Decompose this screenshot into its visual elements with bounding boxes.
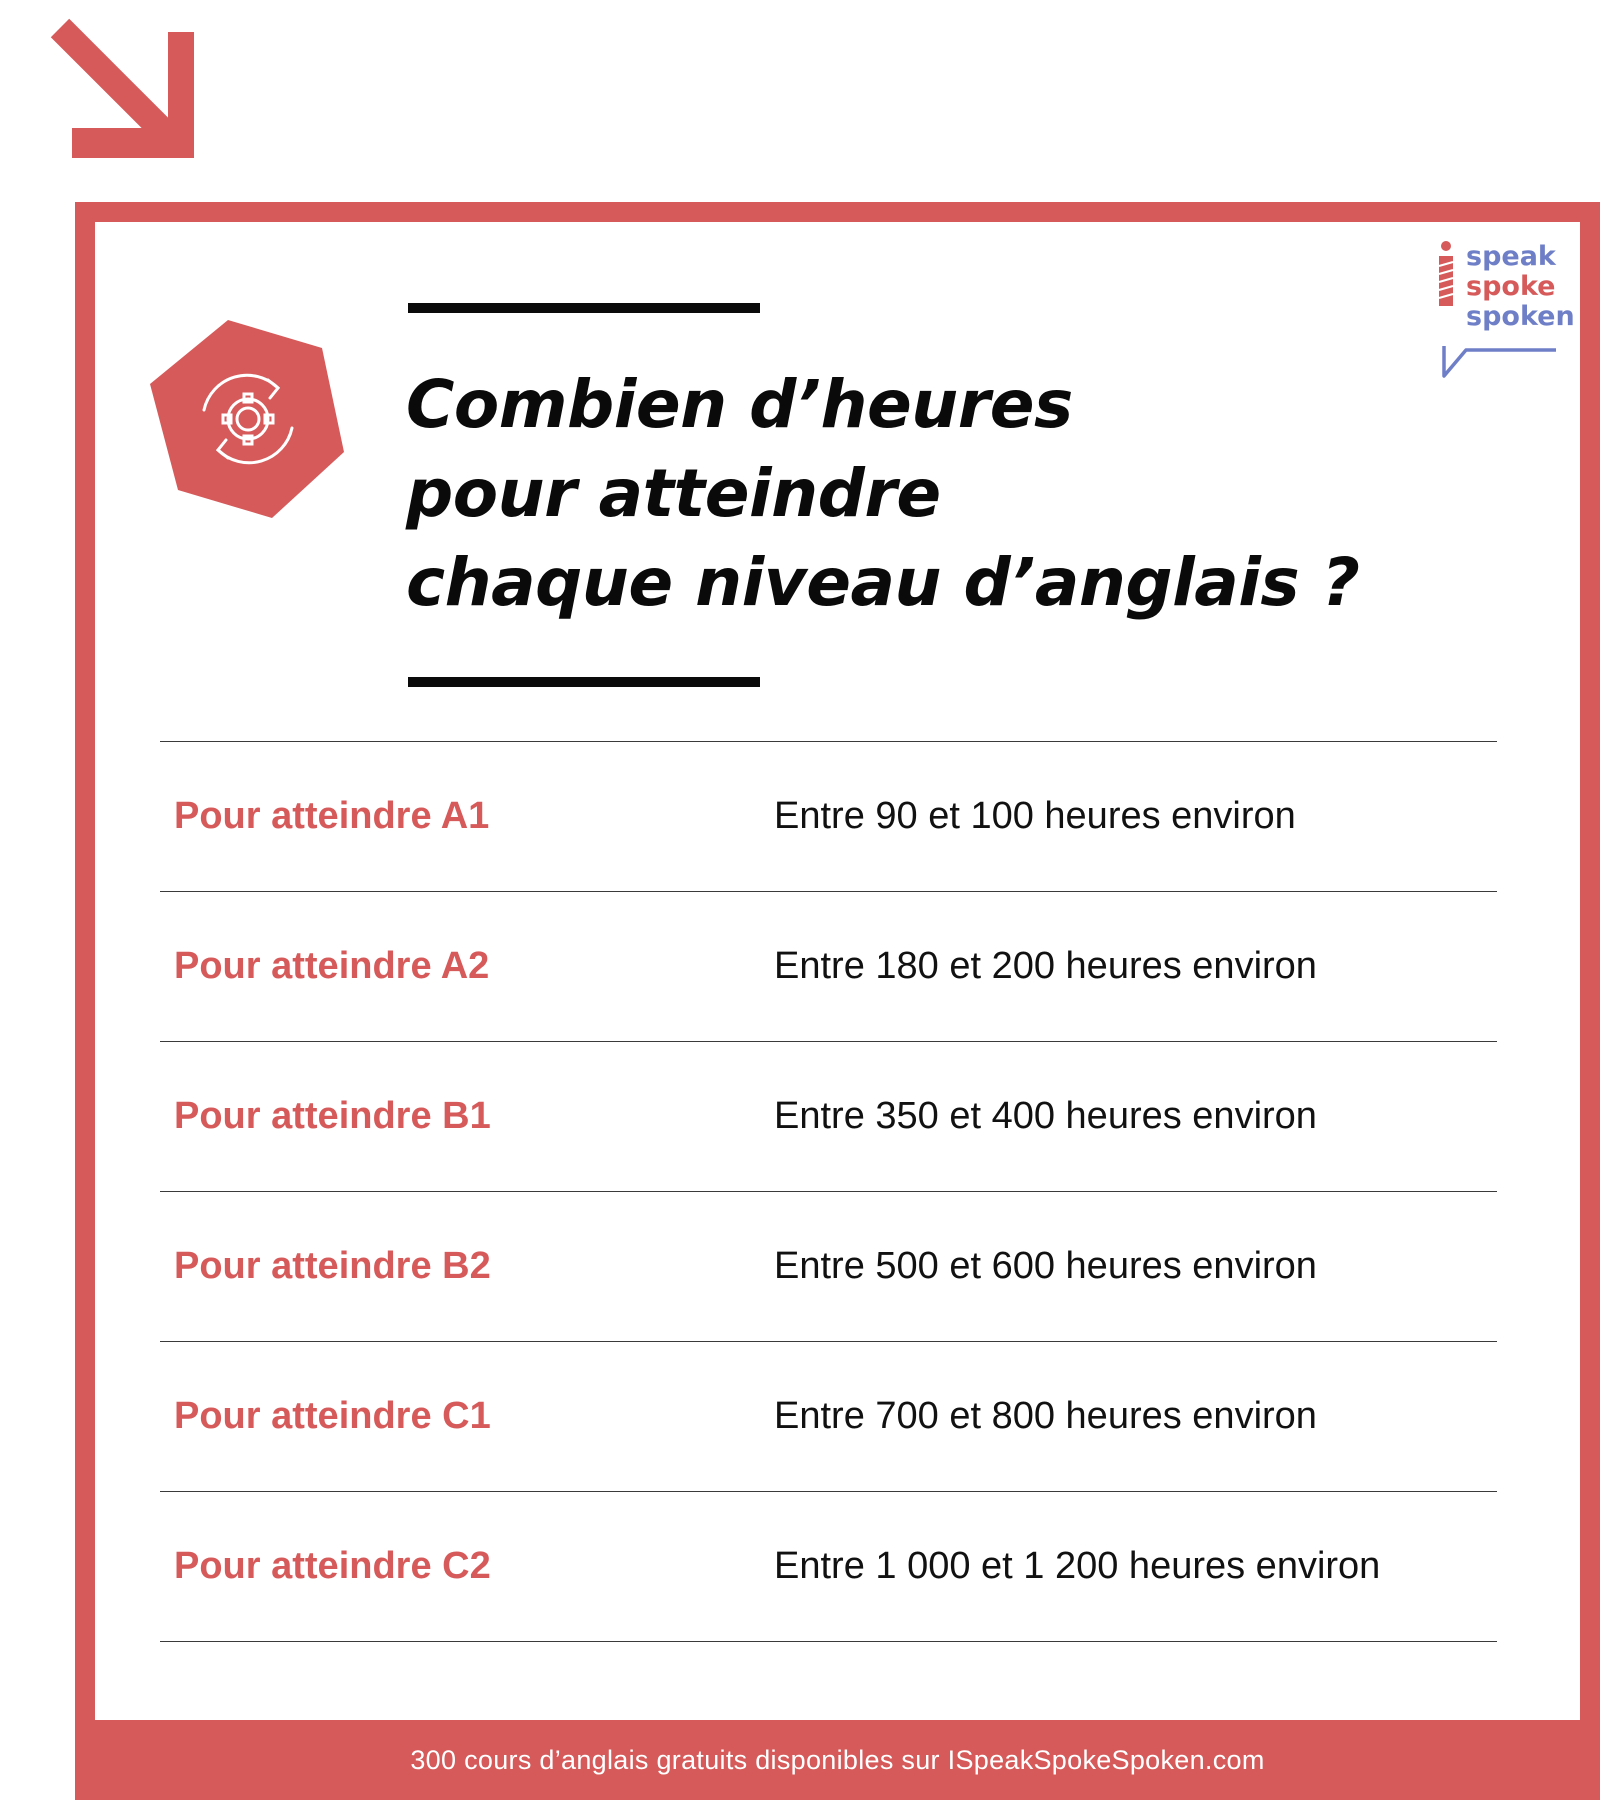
table-row (160, 1342, 1497, 1492)
table-row (160, 1492, 1497, 1642)
title-line: chaque niveau d’anglais ? (406, 544, 1360, 621)
logo-word: speak (1466, 241, 1556, 272)
table-row (160, 1192, 1497, 1342)
title-line: pour atteindre (406, 455, 941, 532)
hours-value: Entre 1 000 et 1 200 heures environ (774, 1545, 1381, 1587)
letter-i-icon (1434, 240, 1464, 310)
hours-value: Entre 350 et 400 heures environ (774, 1095, 1317, 1137)
hours-value: Entre 180 et 200 heures environ (774, 945, 1317, 987)
level-label: Pour atteindre A2 (174, 945, 490, 987)
table-row (160, 742, 1497, 892)
table-row (160, 1042, 1497, 1192)
page-title (406, 360, 1359, 627)
brand-logo (1432, 238, 1575, 390)
logo-word: spoken (1466, 301, 1575, 332)
hours-value: Entre 500 et 600 heures environ (774, 1245, 1317, 1287)
title-rule-bottom (408, 677, 760, 687)
level-label: Pour atteindre B2 (174, 1245, 491, 1287)
hours-value: Entre 700 et 800 heures environ (774, 1395, 1317, 1437)
footer-text: 300 cours d’anglais gratuits disponibles sur ISpeakSpokeSpoken.com (410, 1744, 1265, 1775)
level-label: Pour atteindre C1 (174, 1395, 491, 1437)
logo-word: spoke (1466, 271, 1556, 302)
level-label: Pour atteindre B1 (174, 1095, 491, 1137)
arrow-down-right-icon (46, 14, 196, 164)
table-row (160, 892, 1497, 1042)
title-rule-top (408, 303, 760, 313)
hours-value: Entre 90 et 100 heures environ (774, 795, 1296, 837)
level-label: Pour atteindre A1 (174, 795, 490, 837)
title-line: Combien d’heures (406, 366, 1073, 443)
hexagon-badge (148, 318, 348, 520)
levels-table (160, 741, 1497, 1642)
level-label: Pour atteindre C2 (174, 1545, 491, 1587)
speech-tail-icon (1432, 340, 1562, 390)
